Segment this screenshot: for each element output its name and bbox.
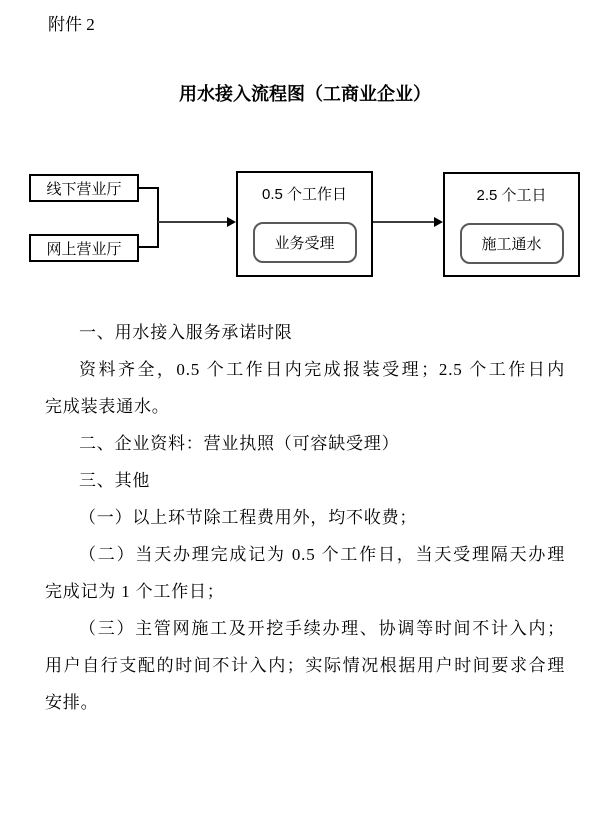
body-text (45, 314, 565, 721)
arrowhead-icon (227, 217, 236, 227)
body-line: 安排。 (45, 693, 99, 712)
step-action-box (460, 223, 564, 264)
page-title: 用水接入流程图（工商业企业） (179, 84, 431, 104)
flow-node-offline-hall-label: 线下营业厅 (46, 181, 122, 198)
body-line: 资料齐全，0.5 个工作日内完成报装受理；2.5 个工作日内 (79, 360, 565, 379)
body-line: 完成装表通水。 (45, 397, 170, 416)
body-line-item-1: （一）以上环节除工程费用外，均不收费； (79, 508, 418, 527)
arrowhead-icon (434, 217, 443, 227)
flow-node-offline-hall (29, 174, 139, 202)
connector-offline-stub (139, 187, 159, 189)
step-duration: 2.5 个工日 (476, 187, 547, 204)
body-line: 用户自行支配的时间不计入内；实际情况根据用户时间要求合理 (45, 656, 565, 675)
body-line-heading-3: 三、其他 (79, 471, 151, 490)
arrow-to-acceptance (158, 221, 228, 223)
step-action-label: 施工通水 (481, 237, 542, 253)
attachment-label: 附件 2 (48, 15, 95, 34)
body-line-item-3: （三）主管网施工及开挖手续办理、协调等时间不计入内； (79, 619, 565, 638)
body-line-item-2: （二）当天办理完成记为 0.5 个工作日，当天受理隔天办理 (79, 545, 565, 564)
body-line-heading-2: 二、企业资料：营业执照（可容缺受理） (79, 434, 400, 453)
step-duration: 0.5 个工作日 (261, 186, 348, 203)
flow-step-construction (443, 172, 580, 277)
body-line: 完成记为 1 个工作日； (45, 582, 225, 601)
step-action-box (253, 222, 357, 263)
flow-node-online-hall-label: 网上营业厅 (46, 241, 122, 258)
connector-vertical-line (157, 187, 159, 248)
arrow-to-construction (373, 221, 434, 223)
flow-step-acceptance (236, 171, 373, 277)
connector-online-stub (139, 246, 159, 248)
flow-node-online-hall (29, 234, 139, 262)
step-action-label: 业务受理 (274, 236, 335, 252)
body-line-heading-1: 一、用水接入服务承诺时限 (79, 323, 293, 342)
